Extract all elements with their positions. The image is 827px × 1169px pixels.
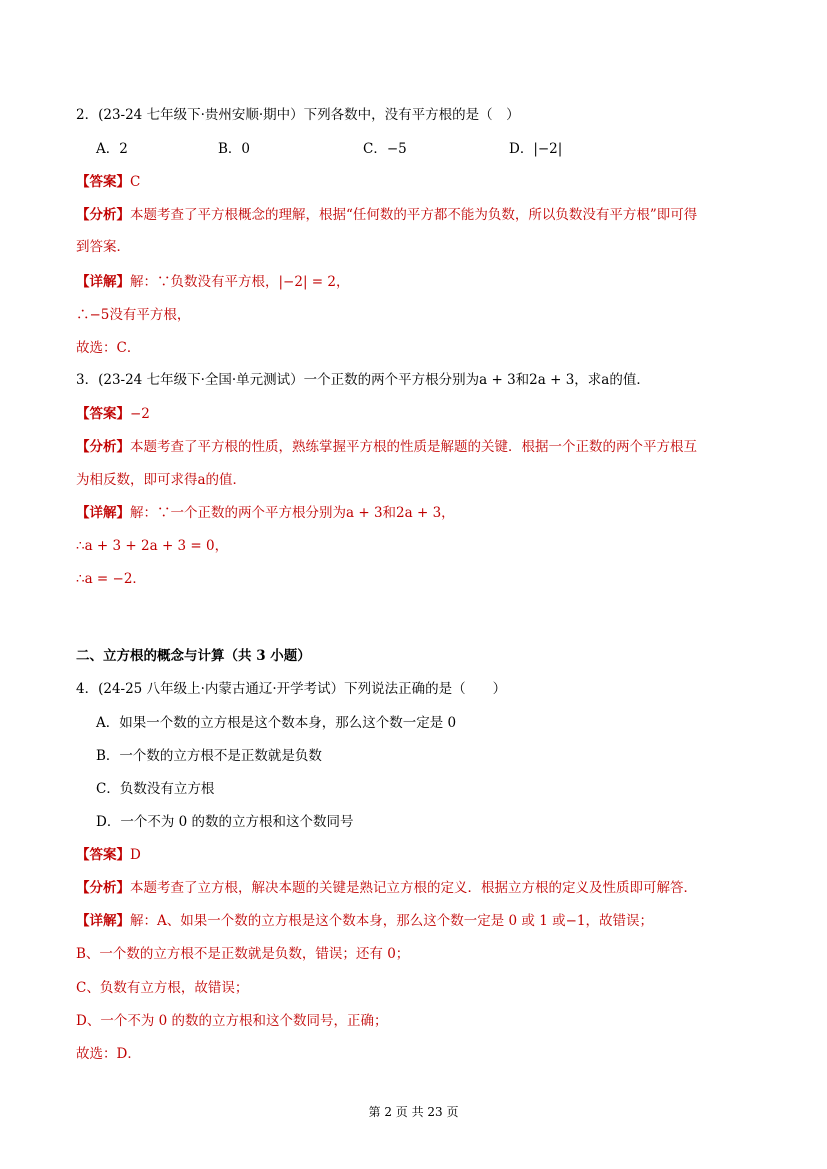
q4-option-d: D．一个不为 0 的数的立方根和这个数同号 [96,814,354,830]
q3-answer-line [76,404,150,424]
q2-analysis-text: 本题考查了平方根概念的理解，根据“任何数的平方都不能为负数，所以负数没有平方根”即可得 [130,207,698,223]
answer-tag: 【答案】 [76,847,130,863]
q3-analysis-line [76,437,697,457]
q3-analysis-text-cont: 为相反数，即可求得a的值． [76,472,247,488]
q3-answer: −2 [130,406,150,422]
detail-tag: 【详解】 [76,505,130,521]
analysis-tag: 【分析】 [76,439,130,455]
q4-detail-text: B、一个数的立方根不是正数就是负数，错误；还有 0； [76,946,410,962]
q3-detail-text: ∴a + 3 + 2a + 3 = 0， [76,538,229,554]
q2-analysis-line [76,205,697,225]
q3-detail-line [76,503,455,523]
q4-detail-line [76,911,653,931]
q2-answer-line [76,172,140,192]
analysis-tag: 【分析】 [76,207,130,223]
q3-stem: 3．(23-24 七年级下·全国·单元测试）一个正数的两个平方根分别为a + 3和2a + 3，求a的值． [76,372,650,388]
detail-tag: 【详解】 [76,913,130,929]
q4-stem: 4．(24-25 八年级上·内蒙古通辽·开学考试）下列说法正确的是（ ） [76,681,507,697]
q4-analysis-line [76,878,697,898]
q3-detail-text: 解：∵一个正数的两个平方根分别为a + 3和2a + 3， [130,505,455,521]
answer-tag: 【答案】 [76,406,130,422]
q2-analysis-text-cont: 到答案． [76,239,130,255]
q3-detail-text: ∴a = −2． [76,571,146,587]
answer-tag: 【答案】 [76,174,130,190]
q4-answer-line [76,845,141,865]
q2-option-d: D．|−2| [509,141,563,157]
page-footer: 第 2 页 共 23 页 [368,1105,459,1119]
detail-tag: 【详解】 [76,274,130,290]
q2-detail-line [76,272,349,292]
section-heading: 二、立方根的概念与计算（共 3 小题） [76,648,311,664]
q4-detail-text: 故选：D． [76,1046,141,1062]
q4-analysis-text: 本题考查了立方根，解决本题的关键是熟记立方根的定义．根据立方根的定义及性质即可解答． [130,880,697,896]
q4-detail-text: C、负数有立方根，故错误； [76,980,249,996]
q2-detail-text: ∴−5没有平方根， [76,307,191,323]
q2-option-c: C．−5 [363,141,407,157]
q2-stem: 2．(23-24 七年级下·贵州安顺·期中）下列各数中，没有平方根的是（ ） [76,107,520,123]
q4-option-b: B．一个数的立方根不是正数就是负数 [96,748,322,764]
q4-answer: D [130,847,141,863]
q2-detail-text: 解：∵负数没有平方根，|−2| = 2， [130,274,350,290]
q4-option-a: A．如果一个数的立方根是这个数本身，那么这个数一定是 0 [96,715,457,731]
q4-detail-text: 解：A、如果一个数的立方根是这个数本身，那么这个数一定是 0 或 1 或−1，故错误； [130,913,653,929]
q3-analysis-text: 本题考查了平方根的性质，熟练掌握平方根的性质是解题的关键．根据一个正数的两个平方根互 [130,439,697,455]
q2-option-b: B．0 [218,141,251,157]
q2-option-a: A．2 [96,141,128,157]
q4-option-c: C．负数没有立方根 [96,781,215,797]
q2-answer: C [130,174,141,190]
q4-detail-text: D、一个不为 0 的数的立方根和这个数同号，正确； [76,1013,388,1029]
analysis-tag: 【分析】 [76,880,130,896]
q2-detail-text: 故选：C． [76,340,141,356]
